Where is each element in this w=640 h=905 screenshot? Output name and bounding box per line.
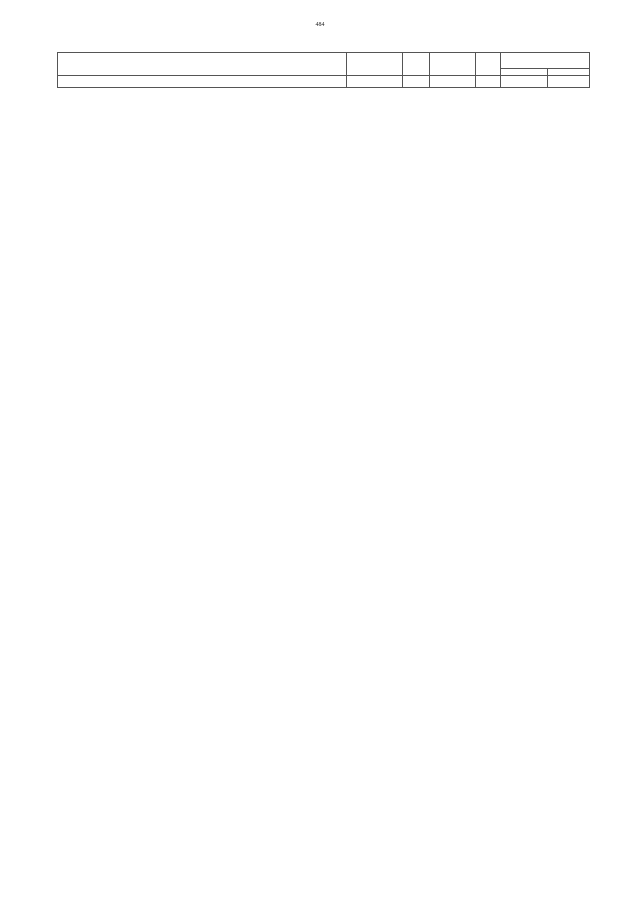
header-expense-type bbox=[476, 53, 500, 76]
page-number: 484 bbox=[315, 22, 325, 28]
cell-sum-2022 bbox=[548, 76, 590, 88]
cell-code bbox=[346, 76, 403, 88]
cell-sum-2021 bbox=[500, 76, 548, 88]
table-row bbox=[58, 76, 590, 88]
header-year-1 bbox=[500, 69, 548, 76]
budget-table bbox=[57, 52, 590, 88]
header-section bbox=[403, 53, 430, 76]
header-name bbox=[58, 53, 347, 76]
header-code bbox=[346, 53, 403, 76]
cell-name bbox=[58, 76, 347, 88]
cell-subsection bbox=[430, 76, 476, 88]
table-body bbox=[58, 76, 590, 88]
header-sum bbox=[500, 53, 589, 69]
header-subsection bbox=[430, 53, 476, 76]
header-year-2 bbox=[548, 69, 590, 76]
cell-section bbox=[403, 76, 430, 88]
cell-expense-type bbox=[476, 76, 500, 88]
